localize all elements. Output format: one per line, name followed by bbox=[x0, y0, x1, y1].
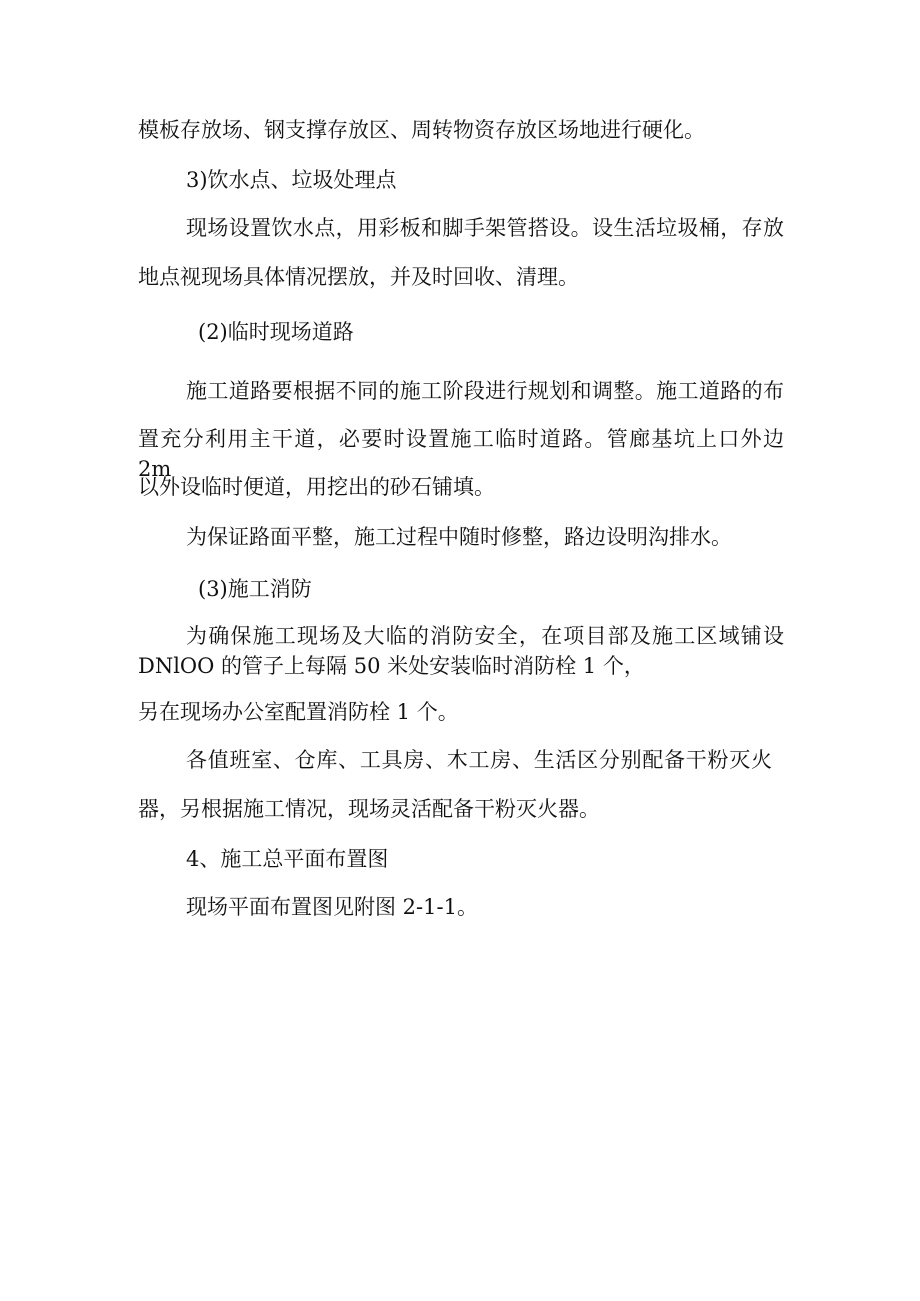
paragraph-line-fire-3: 另在现场办公室配置消防栓 1 个。 bbox=[138, 700, 459, 724]
paragraph-line-road-1: 施工道路要根据不同的施工阶段进行规划和调整。施工道路的布 bbox=[186, 379, 784, 403]
paragraph-line-fire-2: DNlOO 的管子上每隔 50 米处安装临时消防栓 1 个， bbox=[138, 654, 645, 678]
paragraph-line-road-2: 置充分利用主干道，必要时设置施工临时道路。管廊基坑上口外边 2m bbox=[138, 427, 784, 481]
paragraph-line-extinguisher-1: 各值班室、仓库、工具房、木工房、生活区分别配备干粉灭火 bbox=[186, 748, 772, 772]
heading-temporary-road: (2)临时现场道路 bbox=[198, 320, 354, 344]
paragraph-line-fire-1: 为确保施工现场及大临的消防安全，在项目部及施工区域铺设 bbox=[186, 624, 784, 648]
heading-water-waste-points: 3)饮水点、垃圾处理点 bbox=[186, 168, 397, 192]
paragraph-line-road-3: 以外设临时便道，用挖出的砂石铺填。 bbox=[138, 475, 495, 499]
heading-fire-protection: (3)施工消防 bbox=[198, 577, 312, 601]
paragraph-line-storage-hardening: 模板存放场、钢支撑存放区、周转物资存放区场地进行硬化。 bbox=[138, 118, 705, 142]
paragraph-line-water-point-1: 现场设置饮水点，用彩板和脚手架管搭设。设生活垃圾桶，存放 bbox=[186, 216, 784, 240]
paragraph-line-road-surface: 为保证路面平整，施工过程中随时修整，路边设明沟排水。 bbox=[186, 525, 732, 549]
paragraph-line-water-point-2: 地点视现场具体情况摆放，并及时回收、清理。 bbox=[138, 265, 579, 289]
paragraph-line-layout-reference: 现场平面布置图见附图 2-1-1。 bbox=[186, 895, 478, 919]
heading-site-layout-plan: 4、施工总平面布置图 bbox=[186, 847, 389, 871]
paragraph-line-extinguisher-2: 器，另根据施工情况，现场灵活配备干粉灭火器。 bbox=[138, 797, 600, 821]
